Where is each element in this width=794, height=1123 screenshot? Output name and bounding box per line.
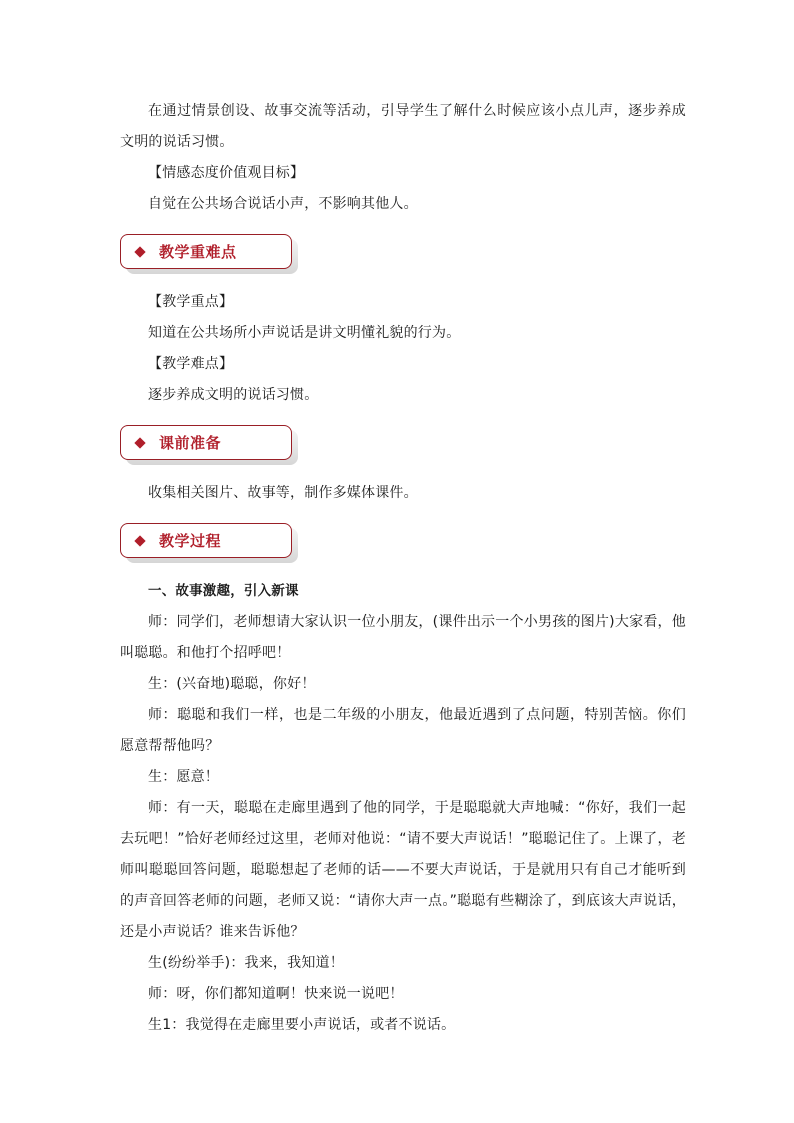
document-page (120, 96, 686, 1041)
difficult-point-text: 逐步养成文明的说话习惯。 (148, 387, 319, 403)
dialogue-paragraph: 师：呀，你们都知道啊！快来说一说吧！ (148, 986, 404, 1002)
section-title: 教学过程 (159, 532, 222, 550)
section-header-key-difficult (120, 234, 292, 269)
section-title: 教学重难点 (159, 243, 237, 261)
dialogue-paragraph: 生：愿意！ (148, 769, 219, 785)
difficult-point-heading: 【教学难点】 (148, 356, 234, 372)
key-point-text: 知道在公共场所小声说话是讲文明懂礼貌的行为。 (148, 325, 461, 341)
section-header-process (120, 523, 292, 558)
affective-goal-text: 自觉在公共场合说话小声，不影响其他人。 (148, 196, 418, 212)
intro-paragraph: 在通过情景创设、故事交流等活动，引导学生了解什么时候应该小点儿声，逐步养成文明的说话习惯。 (120, 103, 686, 150)
diamond-bullet-icon (134, 246, 145, 257)
dialogue-paragraph: 师：有一天，聪聪在走廊里遇到了他的同学，于是聪聪就大声地喊：“你好，我们一起去玩吧！”恰好老师经过这里，老师对他说：“请不要大声说话！”聪聪记住了。上课了，老师叫聪聪回答问题，聪聪想起了老师的话——不要大声说话，于是就用只有自己才能听到的声音回答老师的问题，老师又说：“请你大声一点。”聪聪有些糊涂了，到底该大声说话，还是小声说话？谁来告诉他？ (120, 800, 686, 940)
dialogue-paragraph: 生(纷纷举手)：我来，我知道！ (148, 955, 344, 971)
dialogue-paragraph: 师：聪聪和我们一样，也是二年级的小朋友，他最近遇到了点问题，特别苦恼。你们愿意帮帮他吗？ (120, 707, 686, 754)
dialogue-paragraph: 生1：我觉得在走廊里要小声说话，或者不说话。 (148, 1017, 456, 1033)
preparation-text: 收集相关图片、故事等，制作多媒体课件。 (148, 485, 418, 501)
section-title: 课前准备 (159, 434, 222, 452)
diamond-bullet-icon (134, 437, 145, 448)
dialogue-paragraph: 生：(兴奋地)聪聪，你好！ (148, 676, 316, 692)
process-subheading: 一、故事激趣，引入新课 (148, 583, 299, 599)
affective-goal-heading: 【情感态度价值观目标】 (148, 165, 305, 181)
diamond-bullet-icon (134, 535, 145, 546)
dialogue-paragraph: 师：同学们，老师想请大家认识一位小朋友，(课件出示一个小男孩的图片)大家看，他叫聪聪。和他打个招呼吧！ (120, 614, 686, 661)
key-point-heading: 【教学重点】 (148, 294, 234, 310)
section-header-preparation (120, 425, 292, 460)
